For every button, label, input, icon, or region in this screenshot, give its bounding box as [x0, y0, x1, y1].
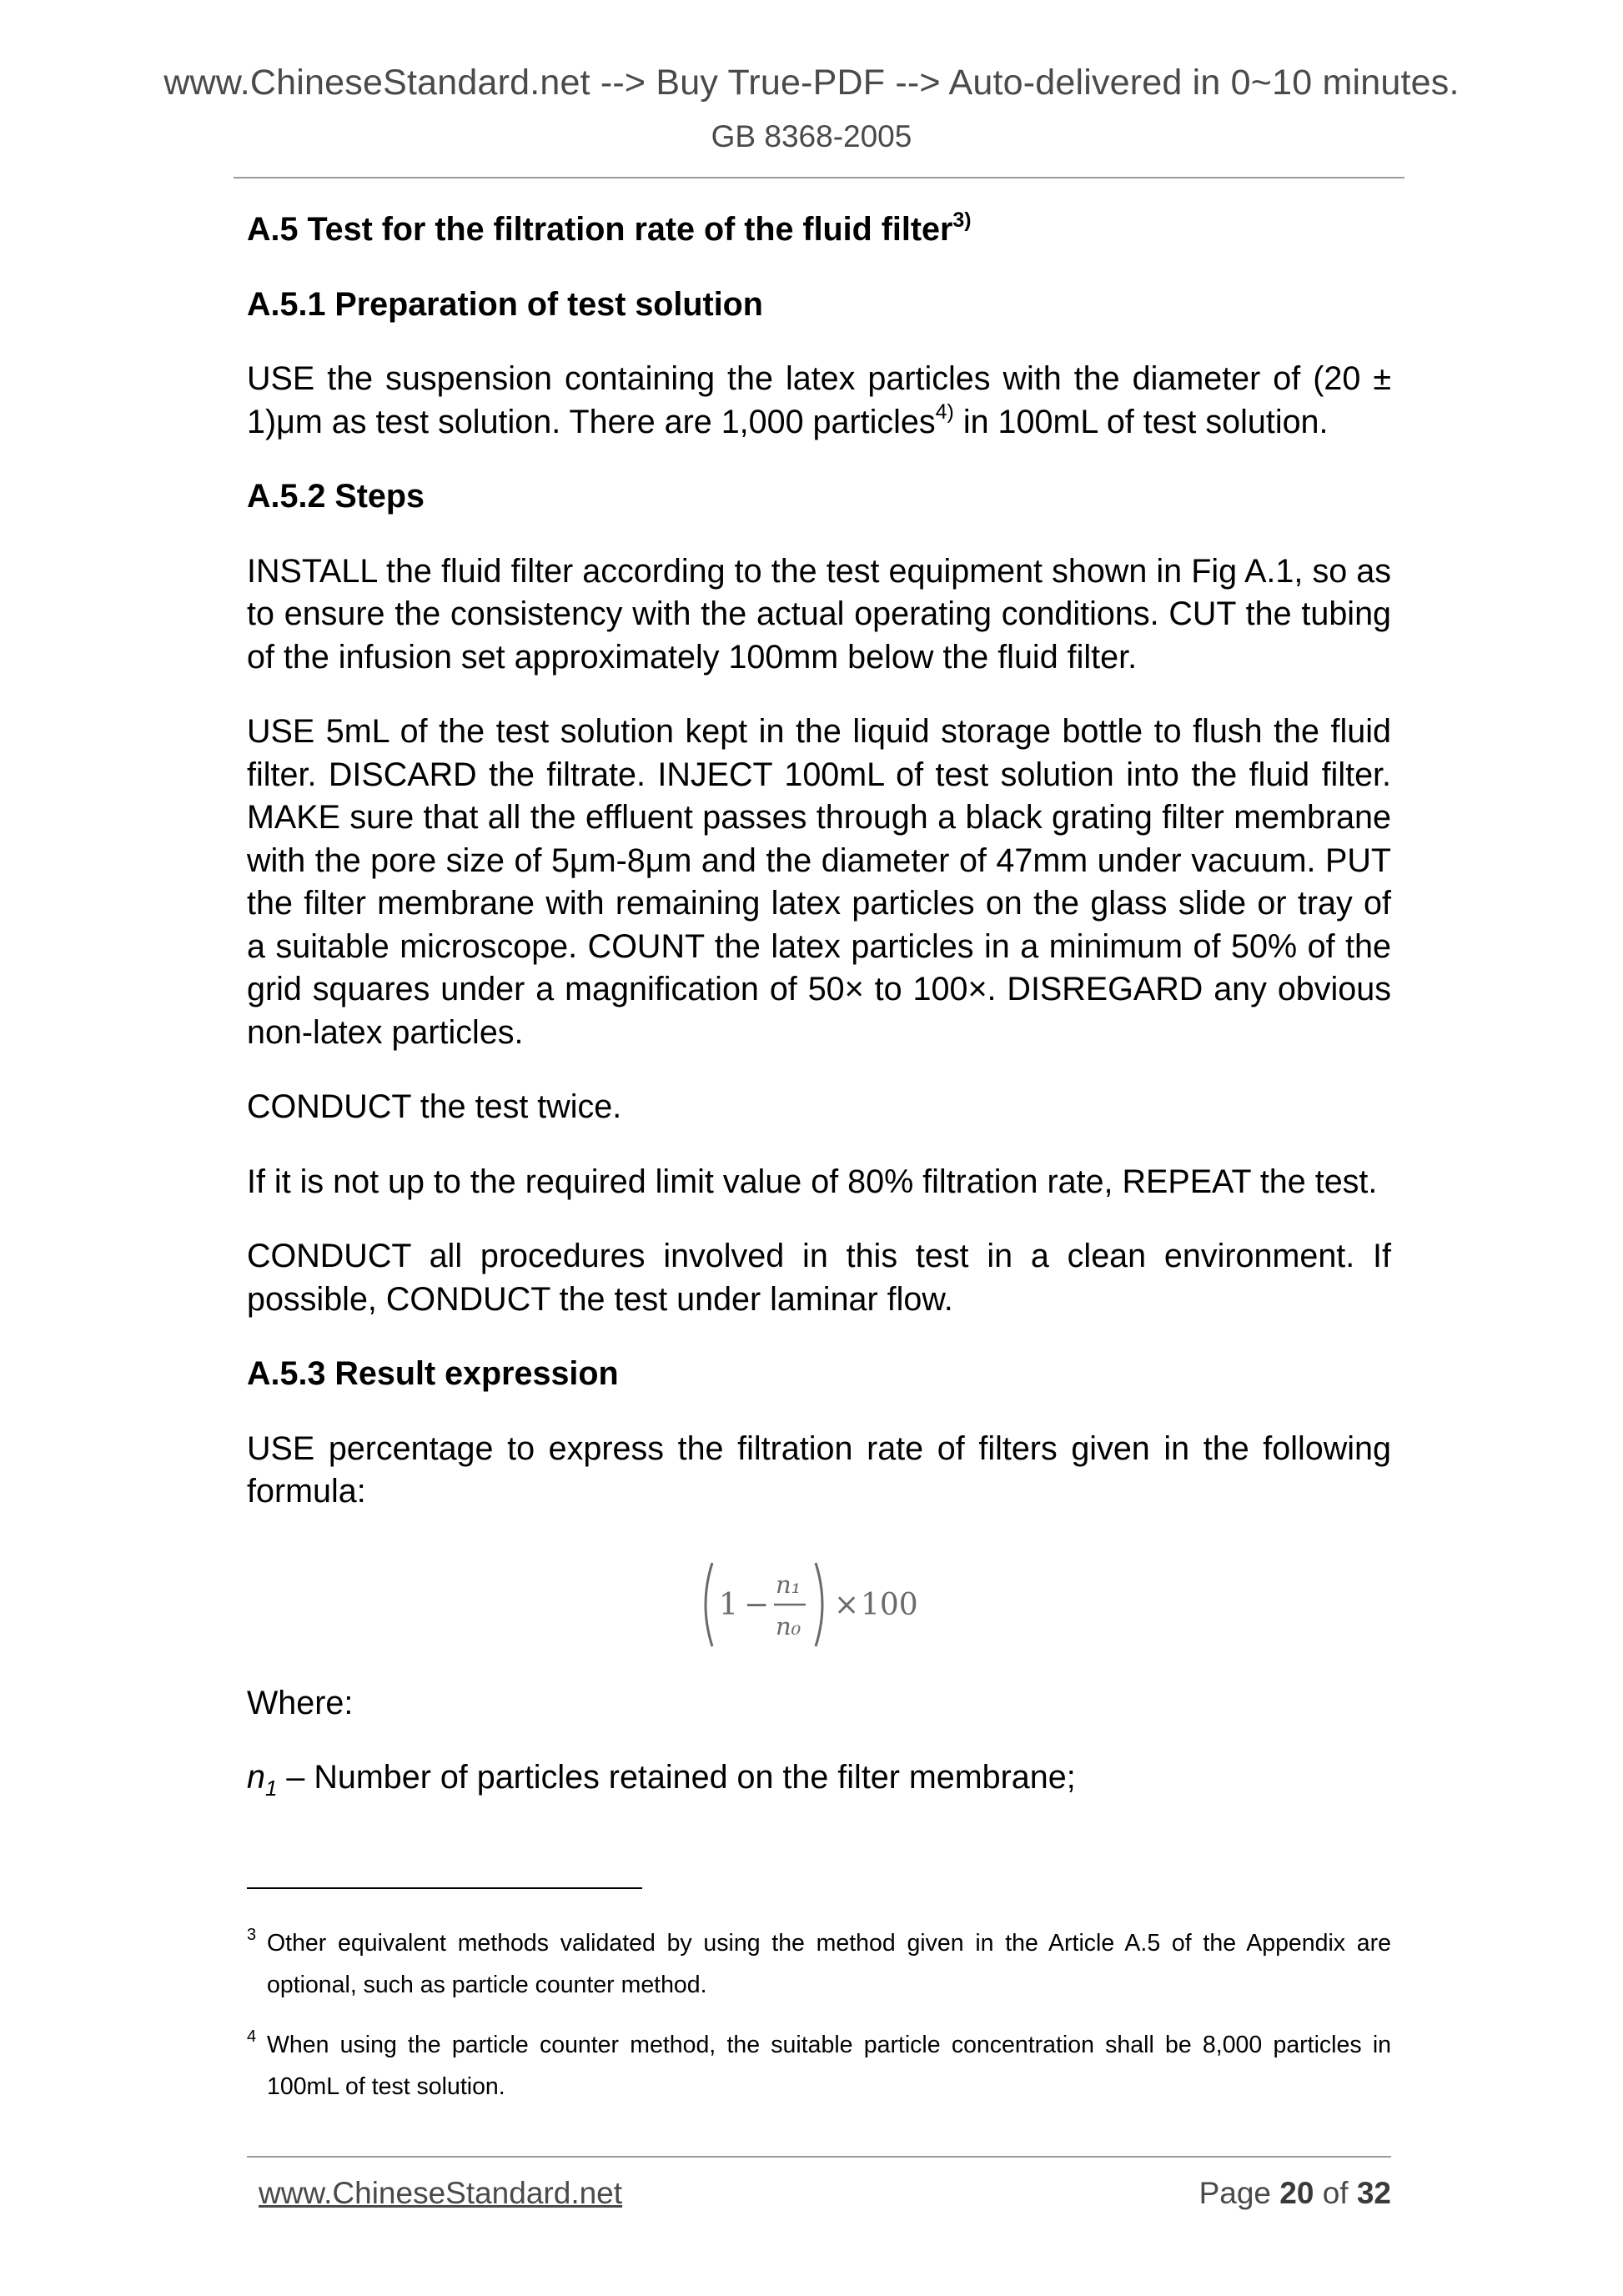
- paragraph-limit: If it is not up to the required limit value of 80% filtration rate, REPEAT the test.: [247, 1163, 1378, 1200]
- section-title: [247, 208, 1391, 252]
- page-content: [247, 208, 1391, 1831]
- paragraph-environment: CONDUCT all procedures involved in this test in a clean environment. If possible, CONDUCT the test under laminar flow.: [247, 1238, 1391, 1318]
- footer-site-link[interactable]: www.ChineseStandard.net: [259, 2176, 623, 2210]
- paragraph-text: USE the suspension containing the latex particles with the diameter of (20 ± 1)μm as test solution. There are 1,000 particles: [247, 360, 1391, 440]
- paragraph-repeat-twice: CONDUCT the test twice.: [247, 1088, 622, 1125]
- page-of: of: [1314, 2176, 1357, 2210]
- footnote-text: When using the particle counter method, the suitable particle concentration shall be 8,000 particles in 100mL of test solution.: [267, 2032, 1391, 2100]
- formula-factor: 100: [861, 1587, 918, 1622]
- page-total: 32: [1356, 2176, 1391, 2210]
- variable-description: – Number of particles retained on the filter membrane;: [277, 1759, 1076, 1796]
- footnote-mark: 3: [247, 1926, 257, 1944]
- subsection-title-a52: A.5.2 Steps: [247, 478, 425, 515]
- page-prefix: Page: [1198, 2176, 1280, 2210]
- section-title-text: A.5 Test for the filtration rate of the fluid filter: [247, 211, 953, 248]
- subsection-title-a51: A.5.1 Preparation of test solution: [247, 285, 763, 323]
- footnote-divider: [247, 1887, 642, 1889]
- variable-definition-n1: [247, 1756, 1391, 1800]
- paragraph-procedure: USE 5mL of the test solution kept in the liquid storage bottle to flush the fluid filter. DISCARD the filtrate. INJECT 100mL of test solution into the fluid filter. MAKE sure that all the effluent passes through a black grating filter membrane with the pore size of 5μm-8μm and the diameter of 47mm under vacuum. PUT the filter membrane with remaining latex particles on the glass slide or tray of a suitable microscope. COUNT the latex particles in a minimum of 50% of the grid squares under a magnification of 50× to 100×. DISREGARD any obvious non-latex particles.: [247, 713, 1391, 1051]
- variable-subscript: 1: [264, 1775, 278, 1801]
- header-divider: [234, 177, 1404, 178]
- footnote-4: [247, 2024, 1391, 2108]
- footnote-ref-3[interactable]: 3): [952, 208, 972, 232]
- footnote-text: Other equivalent methods validated by using the method given in the Article A.5 of the Appendix are optional, such as particle counter method.: [267, 1930, 1391, 1998]
- header-banner[interactable]: www.ChineseStandard.net --> Buy True-PDF --> Auto-delivered in 0~10 minutes.: [163, 63, 1460, 103]
- formula-numerator: n₁: [776, 1570, 801, 1599]
- footnote-ref-4[interactable]: 4): [935, 400, 954, 425]
- standard-number: GB 8368-2005: [711, 119, 912, 153]
- page-current: 20: [1279, 2176, 1314, 2210]
- where-label: Where:: [247, 1684, 354, 1721]
- formula-times: ×: [834, 1587, 860, 1622]
- paragraph-text: in 100mL of test solution.: [953, 403, 1329, 440]
- footnote-mark: 4: [247, 2027, 257, 2046]
- formula-left-paren: [706, 1563, 712, 1646]
- filtration-formula: [247, 1542, 1391, 1667]
- formula-minus: −: [744, 1587, 770, 1622]
- subsection-title-a53: A.5.3 Result expression: [247, 1355, 619, 1392]
- page-number: [1199, 2176, 1391, 2211]
- formula-graphic: [694, 1555, 944, 1655]
- formula-one: 1: [719, 1587, 738, 1622]
- footnote-3: [247, 1922, 1391, 2006]
- formula-right-paren: [816, 1563, 822, 1646]
- paragraph-result: USE percentage to express the filtration rate of filters given in the following formula:: [247, 1429, 1391, 1510]
- formula-denominator: n₀: [776, 1611, 801, 1640]
- paragraph-test-solution: [247, 358, 1391, 444]
- footer-divider: [247, 2156, 1391, 2158]
- variable-symbol: n: [247, 1759, 265, 1796]
- footnotes: [247, 1922, 1391, 2126]
- paragraph-install: INSTALL the fluid filter according to the test equipment shown in Fig A.1, so as to ensure the consistency with the actual operating conditions. CUT the tubing of the infusion set approximately 100mm below the fluid filter.: [247, 552, 1391, 676]
